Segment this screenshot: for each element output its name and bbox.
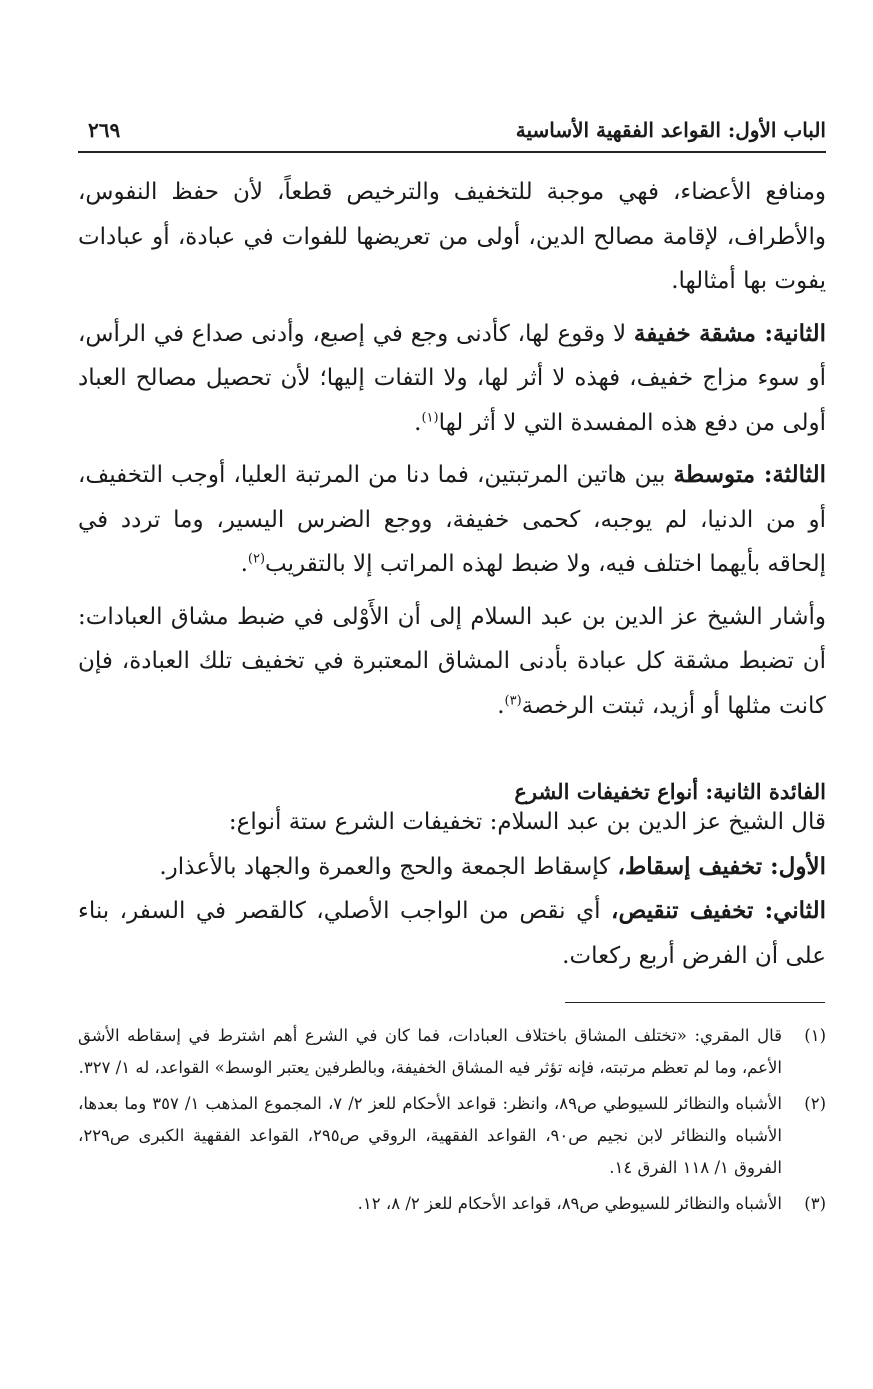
footnote-separator bbox=[565, 1002, 825, 1003]
section-body bbox=[78, 800, 826, 978]
section-intro-text: قال الشيخ عز الدين بن عبد السلام: تخفيفات الشرع ستة أنواع: bbox=[228, 809, 826, 835]
footnote-text: قال المقري: «تختلف المشاق باختلاف العبادات، فما كان في الشرع أهم اشترط في إسقاطه الأشق الأعم، وما لم تعظم مرتبته، فإنه تؤثر فيه المشاق الخفيفة، وبالطرفين يعتبر الوسط» القواعد، له ١/ ٣٢٧. bbox=[78, 1026, 782, 1077]
paragraph bbox=[78, 453, 826, 587]
paragraph-lead: الثانية: مشقة خفيفة bbox=[633, 319, 826, 347]
paragraph-text: بين هاتين المرتبتين، فما دنا من المرتبة العليا، أوجب التخفيف، أو من الدنيا، لم يوجبه، كحمى خفيفة، ووجع الضرس اليسير، وما تردد في إلحاقه بأيهما اختلف فيه، ولا ضبط لهذه المراتب إلا بالتقريب bbox=[78, 462, 826, 577]
footnote bbox=[78, 1020, 826, 1084]
section-item-lead: الثاني: تخفيف تنقيص، bbox=[611, 897, 826, 924]
footnotes bbox=[78, 1020, 826, 1224]
paragraph-end: . bbox=[497, 692, 505, 719]
paragraph bbox=[78, 595, 826, 729]
paragraph bbox=[78, 312, 826, 446]
page-header bbox=[78, 110, 826, 150]
section-item-lead: الأول: تخفيف إسقاط، bbox=[617, 852, 826, 880]
section-item-text: كإسقاط الجمعة والحج والعمرة والجهاد بالأعذار. bbox=[159, 853, 618, 880]
page-number: ٢٦٩ bbox=[88, 118, 121, 142]
paragraph-text: ومنافع الأعضاء، فهي موجبة للتخفيف والترخيص قطعاً، لأن حفظ النفوس، والأطراف، لإقامة مصالح الدين، أولى من تعريضها للفوات في عبادة، أو عبادات يفوت بها أمثالها. bbox=[78, 179, 826, 294]
section-intro bbox=[78, 800, 826, 845]
footnote-number: (٣) bbox=[804, 1194, 826, 1213]
main-text bbox=[78, 170, 826, 728]
footnote-reference[interactable]: (١) bbox=[421, 409, 439, 425]
footnote-text: الأشباه والنظائر للسيوطي ص٨٩، قواعد الأحكام للعز ٢/ ٨، ١٢. bbox=[357, 1194, 782, 1213]
paragraph-end: . bbox=[414, 409, 422, 436]
paragraph-text: وأشار الشيخ عز الدين بن عبد السلام إلى أن الأَوْلى في ضبط مشاق العبادات: أن تضبط مشقة كل عبادة بأدنى المشاق المعتبرة في تخفيف تلك العبادة، فإن كانت مثلها أو أزيد، ثبتت الرخصة bbox=[78, 603, 826, 719]
footnote-reference[interactable]: (٢) bbox=[247, 551, 266, 567]
section-item bbox=[78, 889, 826, 978]
footnote bbox=[78, 1188, 826, 1220]
header-rule bbox=[78, 151, 826, 153]
footnote-number: (٢) bbox=[804, 1094, 826, 1113]
footnote-text: الأشباه والنظائر للسيوطي ص٨٩، وانظر: قواعد الأحكام للعز ٢/ ٧، المجموع المذهب ١/ ٣٥٧ وما بعدها، الأشباه والنظائر لابن نجيم ص٩٠، القواعد الفقهية، الروقي ص٢٩٥، القواعد الفقهية الكبرى ص٢٢٩، الفروق ١/ ١١٨ الفرق ١٤. bbox=[78, 1094, 782, 1177]
paragraph-text: لا وقوع لها، كأدنى وجع في إصبع، وأدنى صداع في الرأس، أو سوء مزاج خفيف، فهذه لا أثر لها، ولا التفات إليها؛ لأن تحصيل مصالح العباد أولى من دفع هذه المفسدة التي لا أثر لها bbox=[78, 320, 826, 436]
footnote-reference[interactable]: (٣) bbox=[504, 692, 522, 708]
section-item-text: أي نقص من الواجب الأصلي، كالقصر في السفر، بناء على أن الفرض أربع ركعات. bbox=[78, 898, 826, 969]
paragraph-end: . bbox=[240, 551, 248, 577]
paragraph-lead: الثالثة: متوسطة bbox=[673, 461, 826, 488]
footnote-number: (١) bbox=[804, 1026, 826, 1045]
section-heading: الفائدة الثانية: أنواع تخفيفات الشرع bbox=[514, 779, 826, 804]
running-title: الباب الأول: القواعد الفقهية الأساسية bbox=[515, 118, 826, 142]
section-item bbox=[78, 845, 826, 890]
paragraph bbox=[78, 170, 826, 304]
footnote bbox=[78, 1088, 826, 1184]
